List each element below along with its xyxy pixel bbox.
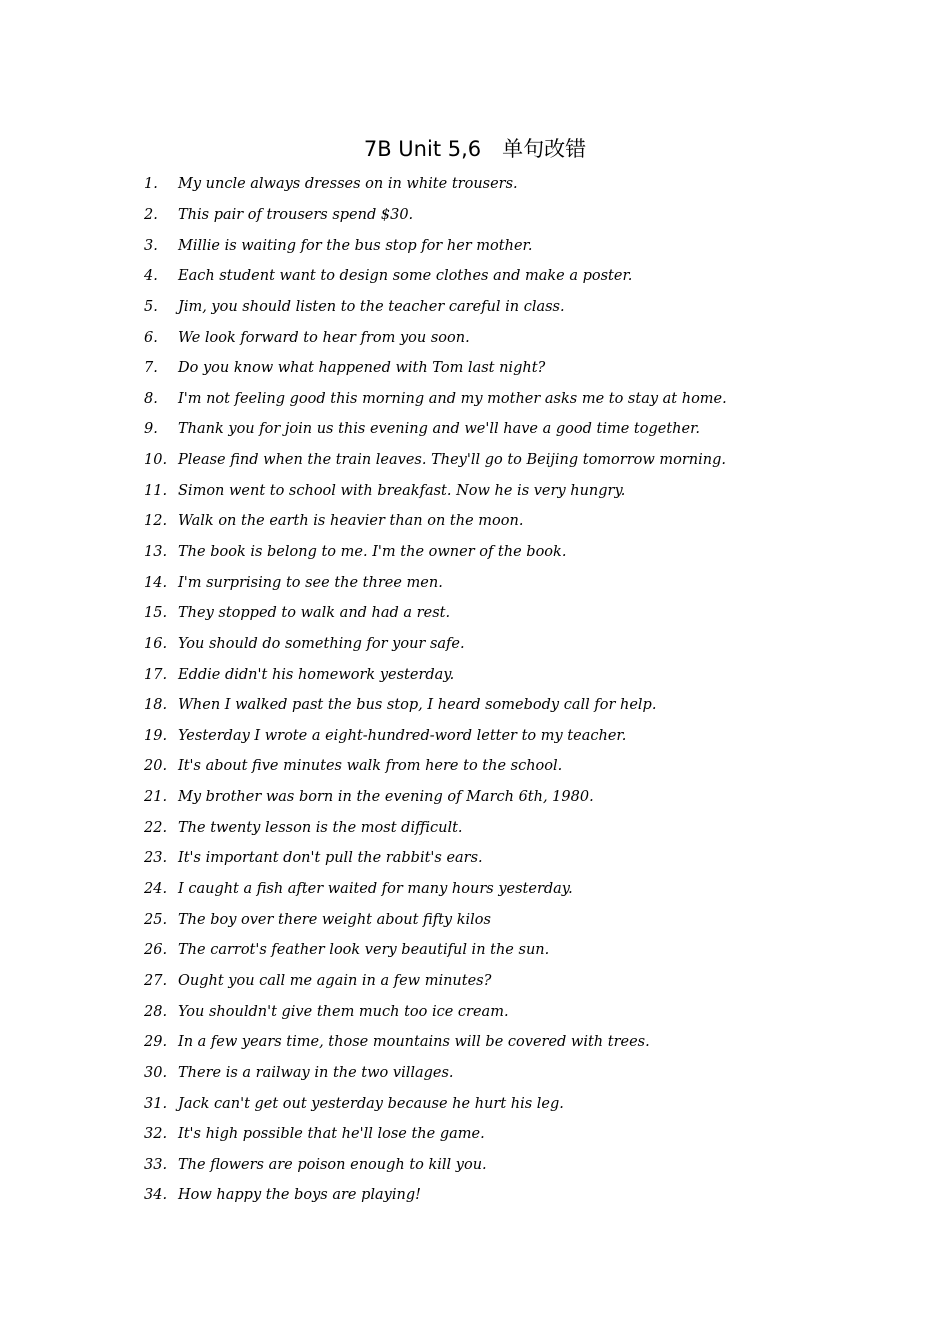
- exercise-item: [144, 1088, 844, 1119]
- exercise-item: [144, 874, 844, 905]
- exercise-item: [144, 261, 844, 292]
- exercise-sentence: It's about five minutes walk from here to the school.: [178, 758, 563, 775]
- exercise-sentence: Jack can't get out yesterday because he hurt his leg.: [178, 1095, 564, 1112]
- exercise-number: 25.: [144, 911, 168, 928]
- exercise-item: [144, 1027, 844, 1058]
- exercise-item: [144, 1150, 844, 1181]
- exercise-number: 23.: [144, 850, 168, 867]
- exercise-number: 30.: [144, 1064, 168, 1081]
- exercise-sentence: Each student want to design some clothes and make a poster.: [178, 268, 633, 285]
- exercise-number: 20.: [144, 758, 168, 775]
- exercise-sentence: We look forward to hear from you soon.: [178, 329, 470, 346]
- exercise-number: 15.: [144, 605, 168, 622]
- exercise-sentence: In a few years time, those mountains will be covered with trees.: [178, 1034, 650, 1051]
- exercise-sentence: This pair of trousers spend $30.: [178, 206, 414, 223]
- exercise-sentence: Jim, you should listen to the teacher careful in class.: [178, 298, 565, 315]
- exercise-item: [144, 751, 844, 782]
- exercise-item: [144, 200, 844, 231]
- exercise-number: 31.: [144, 1095, 168, 1112]
- exercise-sentence: The book is belong to me. I'm the owner of the book.: [178, 544, 567, 560]
- exercise-number: 19.: [144, 727, 168, 744]
- exercise-item: [144, 169, 844, 200]
- page-title: 7B Unit 5,6 单句改错: [363, 137, 587, 161]
- exercise-item: [144, 230, 844, 261]
- exercise-number: 10.: [144, 452, 168, 469]
- exercise-item: [144, 353, 844, 384]
- exercise-number: 22.: [144, 819, 168, 836]
- exercise-item: [144, 1119, 844, 1150]
- exercise-list: [144, 169, 844, 1211]
- exercise-item: [144, 812, 844, 843]
- exercise-number: 5.: [144, 298, 158, 315]
- exercise-number: 24.: [144, 881, 168, 898]
- exercise-number: 17.: [144, 666, 168, 683]
- exercise-number: 33.: [144, 1156, 168, 1173]
- exercise-item: [144, 782, 844, 813]
- exercise-number: 34.: [144, 1187, 168, 1204]
- exercise-sentence: You shouldn't give them much too ice cream.: [178, 1003, 509, 1020]
- exercise-sentence: The flowers are poison enough to kill you.: [178, 1156, 487, 1173]
- exercise-number: 1.: [144, 176, 158, 193]
- exercise-sentence: It's high possible that he'll lose the game.: [178, 1126, 485, 1143]
- exercise-item: [144, 292, 844, 323]
- exercise-item: [144, 414, 844, 445]
- exercise-sentence: Eddie didn't his homework yesterday.: [178, 666, 455, 683]
- exercise-sentence: The carrot's feather look very beautiful in the sun.: [178, 942, 550, 959]
- exercise-sentence: You should do something for your safe.: [178, 635, 465, 652]
- exercise-sentence: How happy the boys are playing!: [178, 1187, 421, 1204]
- exercise-number: 28.: [144, 1003, 168, 1020]
- exercise-item: [144, 1058, 844, 1089]
- exercise-sentence: Walk on the earth is heavier than on the moon.: [178, 513, 524, 530]
- exercise-number: 9.: [144, 421, 158, 438]
- exercise-sentence: They stopped to walk and had a rest.: [178, 605, 451, 622]
- exercise-number: 8.: [144, 390, 158, 407]
- exercise-number: 14.: [144, 574, 168, 591]
- exercise-number: 26.: [144, 942, 168, 959]
- exercise-item: [144, 445, 844, 476]
- exercise-sentence: My uncle always dresses on in white trousers.: [178, 176, 518, 193]
- exercise-item: [144, 843, 844, 874]
- exercise-number: 2.: [144, 206, 158, 223]
- exercise-sentence: Yesterday I wrote a eight-hundred-word letter to my teacher.: [178, 727, 627, 744]
- exercise-item: [144, 567, 844, 598]
- exercise-sentence: There is a railway in the two villages.: [178, 1064, 454, 1081]
- exercise-number: 27.: [144, 972, 168, 989]
- exercise-number: 16.: [144, 635, 168, 652]
- exercise-number: 6.: [144, 329, 158, 346]
- exercise-number: 32.: [144, 1126, 168, 1143]
- exercise-number: 3.: [144, 237, 158, 254]
- exercise-item: [144, 996, 844, 1027]
- exercise-number: 12.: [144, 513, 168, 530]
- exercise-item: [144, 537, 844, 568]
- exercise-sentence: Ought you call me again in a few minutes?: [178, 972, 492, 989]
- exercise-item: [144, 629, 844, 660]
- exercise-number: 11.: [144, 482, 168, 499]
- exercise-sentence: I'm not feeling good this morning and my mother asks me to stay at home.: [178, 390, 727, 407]
- exercise-sentence: Thank you for join us this evening and we'll have a good time together.: [178, 421, 701, 438]
- exercise-sentence: It's important don't pull the rabbit's ears.: [178, 850, 483, 867]
- exercise-number: 4.: [144, 268, 158, 285]
- exercise-sentence: Do you know what happened with Tom last night?: [178, 360, 546, 377]
- exercise-sentence: The twenty lesson is the most difficult.: [178, 819, 463, 836]
- exercise-number: 13.: [144, 544, 168, 560]
- exercise-sentence: Millie is waiting for the bus stop for her mother.: [178, 237, 533, 254]
- exercise-item: [144, 1180, 844, 1211]
- exercise-item: [144, 475, 844, 506]
- exercise-sentence: I caught a fish after waited for many hours yesterday.: [178, 881, 573, 898]
- exercise-item: [144, 598, 844, 629]
- exercise-item: [144, 322, 844, 353]
- exercise-sentence: Simon went to school with breakfast. Now he is very hungry.: [178, 482, 626, 499]
- exercise-number: 29.: [144, 1034, 168, 1051]
- exercise-sentence: I'm surprising to see the three men.: [178, 574, 443, 591]
- exercise-sentence: Please find when the train leaves. They'll go to Beijing tomorrow morning.: [178, 452, 727, 469]
- exercise-item: [144, 721, 844, 752]
- exercise-item: [144, 659, 844, 690]
- exercise-sentence: When I walked past the bus stop, I heard somebody call for help.: [178, 697, 657, 714]
- exercise-number: 18.: [144, 697, 168, 714]
- exercise-item: [144, 690, 844, 721]
- exercise-sentence: My brother was born in the evening of March 6th, 1980.: [178, 789, 594, 806]
- exercise-item: [144, 966, 844, 997]
- exercise-item: [144, 383, 844, 414]
- exercise-item: [144, 935, 844, 966]
- exercise-item: [144, 904, 844, 935]
- exercise-item: [144, 506, 844, 537]
- exercise-sentence: The boy over there weight about fifty kilos: [178, 911, 491, 928]
- exercise-number: 21.: [144, 789, 168, 806]
- exercise-number: 7.: [144, 360, 158, 377]
